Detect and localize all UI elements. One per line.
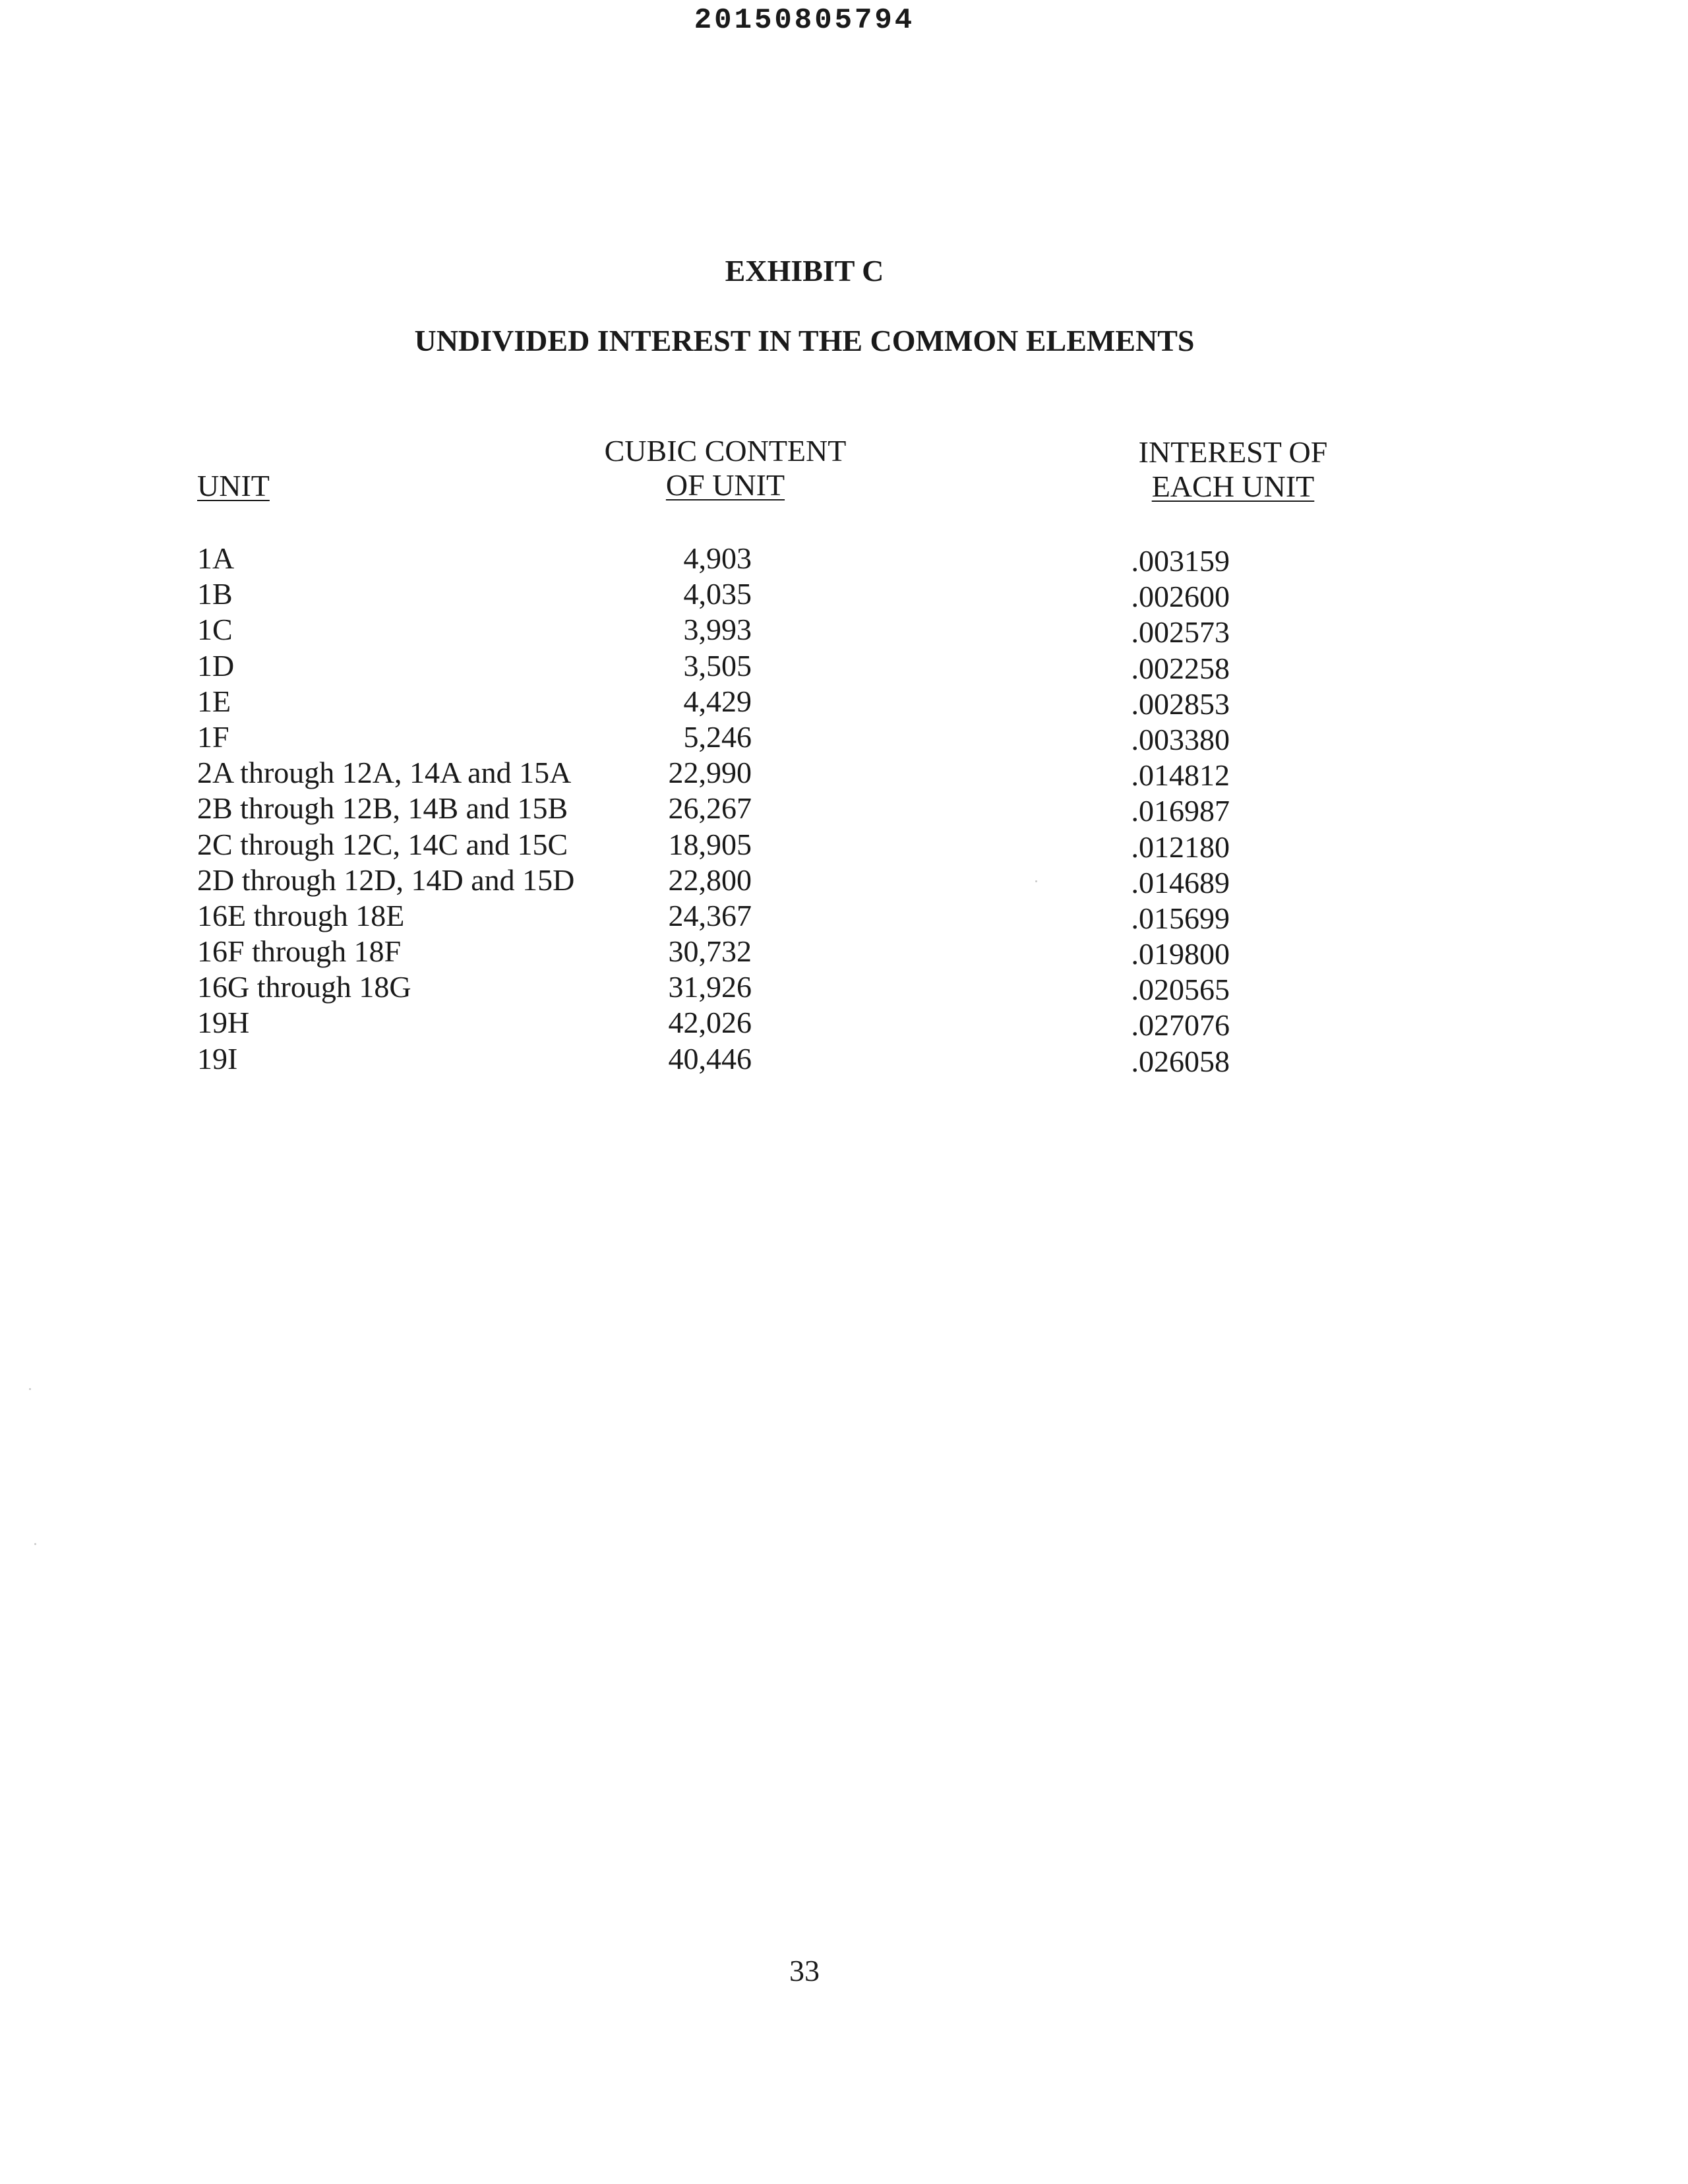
- cell-interest: .019800: [1131, 937, 1230, 971]
- table-row: [0, 576, 1609, 612]
- cell-interest: .015699: [1131, 901, 1230, 935]
- table-row: [0, 863, 1609, 898]
- scan-speck: [34, 1543, 36, 1545]
- table-row: [0, 791, 1609, 826]
- cell-cubic-content: 31,926: [668, 970, 752, 1004]
- cell-unit: 16F through 18F: [197, 934, 402, 969]
- page-number: 33: [789, 1954, 820, 1987]
- cell-interest: .014689: [1131, 865, 1230, 899]
- table-row: [0, 719, 1609, 755]
- cell-unit: 2A through 12A, 14A and 15A: [197, 756, 572, 790]
- cell-unit: 1A: [197, 541, 235, 575]
- cell-cubic-content: 42,026: [668, 1006, 752, 1040]
- table-row: [0, 898, 1609, 934]
- exhibit-title: EXHIBIT C: [725, 254, 884, 288]
- column-header-cubic-content: [593, 434, 857, 502]
- cell-unit: 16E through 18E: [197, 898, 405, 932]
- cell-cubic-content: 26,267: [668, 791, 752, 826]
- cell-unit: 1E: [197, 684, 231, 718]
- cell-cubic-content: 3,505: [683, 648, 752, 682]
- table-row: [0, 969, 1609, 1005]
- cell-interest: .020565: [1131, 973, 1230, 1007]
- cell-interest: .016987: [1131, 794, 1230, 828]
- cell-cubic-content: 24,367: [668, 898, 752, 932]
- column-header-unit: [197, 469, 270, 503]
- table-row: [0, 684, 1609, 719]
- cell-unit: 1C: [197, 613, 233, 647]
- column-header-interest: [1121, 435, 1345, 504]
- cell-interest: .002600: [1131, 580, 1230, 614]
- table-row: [0, 648, 1609, 684]
- scan-speck: [1035, 880, 1037, 882]
- table-row: [0, 612, 1609, 648]
- cell-unit: 2B through 12B, 14B and 15B: [197, 791, 568, 826]
- cell-interest: .003159: [1131, 544, 1230, 578]
- cell-unit: 1D: [197, 648, 235, 682]
- cell-interest: .002258: [1131, 651, 1230, 685]
- cell-cubic-content: 18,905: [668, 827, 752, 861]
- cell-interest: .012180: [1131, 830, 1230, 864]
- cell-cubic-content: 22,800: [668, 863, 752, 897]
- cell-interest: .014812: [1131, 758, 1230, 793]
- table-row: [0, 541, 1609, 576]
- cell-unit: 19H: [197, 1006, 250, 1040]
- document-number: 20150805794: [694, 4, 915, 37]
- scan-speck: [29, 1388, 31, 1390]
- cell-cubic-content: 4,429: [683, 684, 752, 718]
- cell-unit: 2D through 12D, 14D and 15D: [197, 863, 575, 897]
- table-row: [0, 755, 1609, 791]
- table-row: [0, 1041, 1609, 1077]
- column-header-unit-label: UNIT: [197, 469, 270, 502]
- cell-cubic-content: 5,246: [683, 719, 752, 754]
- cell-interest: .026058: [1131, 1044, 1230, 1078]
- table-row: [0, 1005, 1609, 1041]
- cell-interest: .027076: [1131, 1008, 1230, 1043]
- cell-cubic-content: 4,035: [683, 577, 752, 611]
- cell-cubic-content: 22,990: [668, 756, 752, 790]
- cell-unit: 19I: [197, 1041, 238, 1076]
- cell-unit: 1F: [197, 719, 229, 754]
- cell-cubic-content: 3,993: [683, 613, 752, 647]
- column-header-interest-line1: INTEREST OF: [1138, 435, 1328, 469]
- cell-unit: 16G through 18G: [197, 970, 411, 1004]
- cell-cubic-content: 30,732: [668, 934, 752, 969]
- exhibit-subtitle: UNDIVIDED INTEREST IN THE COMMON ELEMENTS: [414, 324, 1195, 357]
- table-row: [0, 827, 1609, 863]
- interest-table-body: [0, 541, 1609, 1077]
- cell-cubic-content: 40,446: [668, 1041, 752, 1076]
- cell-interest: .002853: [1131, 686, 1230, 721]
- column-header-cubic-line2: OF UNIT: [665, 468, 785, 502]
- table-row: [0, 934, 1609, 969]
- cell-interest: .003380: [1131, 722, 1230, 756]
- cell-cubic-content: 4,903: [683, 541, 752, 575]
- cell-unit: 1B: [197, 577, 233, 611]
- column-header-interest-line2: EACH UNIT: [1151, 470, 1315, 503]
- column-header-cubic-line1: CUBIC CONTENT: [604, 434, 847, 468]
- cell-unit: 2C through 12C, 14C and 15C: [197, 827, 568, 861]
- cell-interest: .002573: [1131, 615, 1230, 650]
